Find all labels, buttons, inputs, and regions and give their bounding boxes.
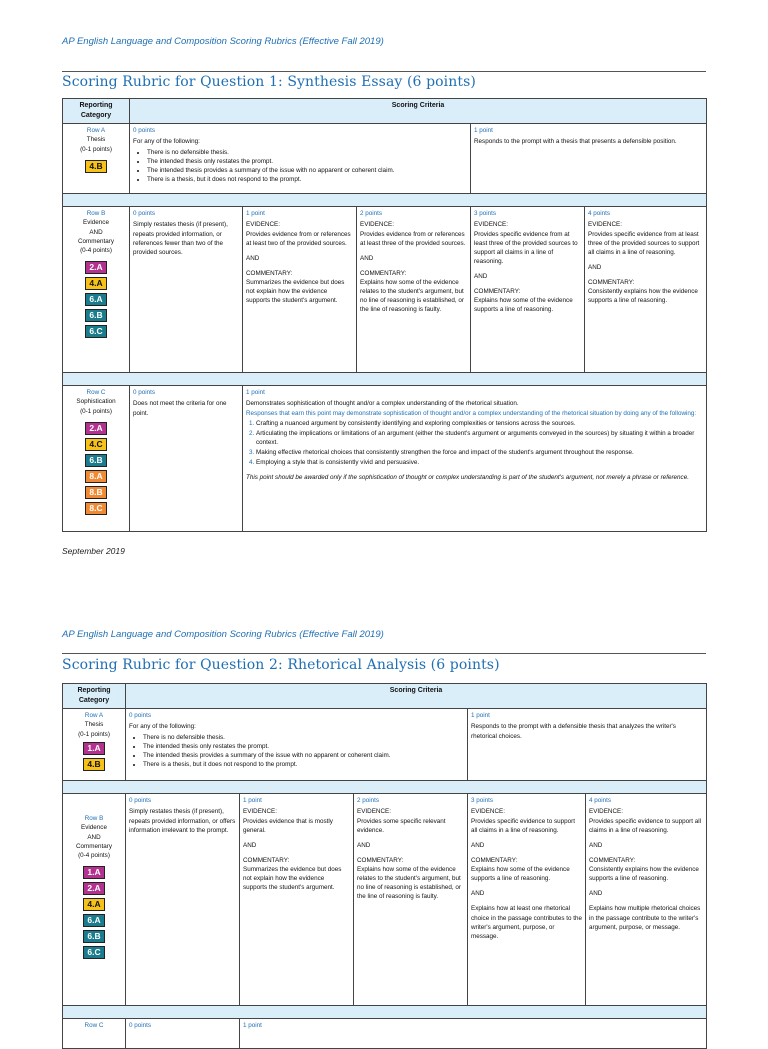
skill-badge: 6.A	[83, 914, 105, 927]
and-label: AND	[357, 841, 371, 849]
points-label: 2 points	[360, 210, 383, 218]
row-a-category	[63, 709, 126, 781]
page1-footer-date: September 2019	[62, 546, 125, 556]
rhetorical-choice-text: Explains how multiple rhetorical choices in the passage contribute to the writer's argument, purpose, or message.	[589, 905, 701, 931]
and-label: AND	[589, 841, 603, 849]
responses-intro: Responses that earn this point may demonstrate sophistication of thought and/or a complex understanding of the rhetorical situation by doing any of the following:	[246, 409, 697, 417]
category-points: (0-1 points)	[80, 407, 112, 415]
category-name: Commentary	[75, 842, 113, 850]
list-item: 2. Articulating the implications or limitations of an argument (either the student's argument or arguments conveyed in the sources) by situating it within a broader context.	[256, 429, 703, 447]
list-item: • There is no defensible thesis.	[143, 733, 464, 742]
commentary-label: COMMENTARY:	[474, 288, 521, 296]
row-separator	[63, 373, 707, 386]
row-separator	[63, 781, 707, 794]
scoring-criteria-header: Scoring Criteria	[130, 99, 707, 124]
points-label: 0 points	[133, 389, 156, 397]
reporting-category-header: Reporting Category	[63, 99, 130, 124]
criteria-list	[133, 148, 467, 185]
evidence-label: EVIDENCE:	[243, 808, 277, 816]
points-label: 0 points	[129, 797, 152, 805]
commentary-text: Explains how some of the evidence supports a line of reasoning.	[471, 866, 570, 883]
skill-badge: 4.A	[85, 277, 107, 290]
and-label: AND	[246, 254, 260, 262]
and-label: AND	[243, 841, 257, 849]
list-item: 4. Employing a style that is consistently vivid and persuasive.	[256, 458, 703, 467]
list-item: • There is a thesis, but it does not respond to the prompt.	[143, 760, 464, 769]
commentary-text: Summarizes the evidence but does not explain how the evidence supports the student's argument.	[243, 866, 342, 892]
points-label: 3 points	[474, 210, 497, 218]
row-separator	[63, 1006, 707, 1019]
row-c-1-point	[243, 386, 707, 532]
list-item: 1. Crafting a nuanced argument by consistently identifying and exploring complexities or tensions across the sources.	[256, 419, 703, 428]
points-label: 3 points	[471, 797, 494, 805]
skill-badge: 6.B	[85, 454, 107, 467]
row-a-category	[63, 124, 130, 194]
list-item: • The intended thesis provides a summary of the issue with no apparent or coherent claim.	[147, 166, 467, 175]
points-label: 4 points	[588, 210, 611, 218]
skill-badge: 4.C	[85, 438, 107, 451]
criteria-text: Responds to the prompt with a defensible thesis that analyzes the writer's rhetorical choices.	[471, 723, 676, 740]
points-label: 1 point	[471, 712, 490, 720]
skill-badge: 4.A	[83, 898, 105, 911]
page1-header: AP English Language and Composition Scoring Rubrics (Effective Fall 2019)	[62, 36, 384, 47]
row-c-category	[63, 1019, 126, 1049]
row-b-2-points	[354, 794, 468, 1006]
award-note: This point should be awarded only if the sophistication of thought or complex understanding is part of the student's argument, not merely a phrase or reference.	[246, 474, 689, 482]
points-label: 1 point	[246, 210, 265, 218]
points-label: 2 points	[357, 797, 380, 805]
list-item: 3. Making effective rhetorical choices that consistently strengthen the force and impact of the student's argument throughout the response.	[256, 448, 703, 457]
skill-badges	[66, 866, 122, 959]
row-b-1-point	[240, 794, 354, 1006]
row-b-3-points	[471, 207, 585, 373]
evidence-text: Provides evidence from or references at least three of the provided sources.	[360, 230, 466, 247]
category-points: (0-4 points)	[78, 851, 110, 859]
and-label: AND	[589, 890, 603, 898]
page2-title: Scoring Rubric for Question 2: Rhetorical Analysis (6 points)	[62, 657, 500, 673]
row-label: Row A	[86, 127, 106, 135]
evidence-label: EVIDENCE:	[357, 808, 391, 816]
row-label: Row C	[84, 1022, 104, 1030]
page2-rubric-table	[62, 683, 707, 1049]
reporting-category-header: Reporting Category	[63, 684, 126, 709]
skill-badge: 8.C	[85, 502, 107, 515]
category-name: Evidence	[83, 219, 109, 227]
commentary-text: Consistently explains how the evidence supports a line of reasoning.	[589, 866, 699, 883]
skill-badge: 6.B	[85, 309, 107, 322]
points-label: 0 points	[133, 210, 156, 218]
skill-badge: 6.C	[83, 946, 105, 959]
points-label: 0 points	[133, 127, 156, 135]
points-label: 1 point	[243, 797, 262, 805]
page1-rule	[62, 71, 706, 72]
skill-badges	[66, 160, 126, 173]
list-item: • The intended thesis only restates the prompt.	[147, 157, 467, 166]
commentary-label: COMMENTARY:	[357, 856, 404, 864]
skill-badge: 4.B	[83, 758, 105, 771]
row-label: Row B	[86, 210, 106, 218]
row-b-0-points	[130, 207, 243, 373]
commentary-text: Explains how some of the evidence relates to the student's argument, but no line of reasoning is established, or the line of reasoning is faulty.	[357, 866, 461, 901]
criteria-intro: For any of the following:	[129, 723, 196, 731]
category-points: (0-1 points)	[78, 730, 110, 738]
page2-rule	[62, 653, 706, 654]
points-label: 4 points	[589, 797, 612, 805]
evidence-label: EVIDENCE:	[589, 808, 623, 816]
and-label: AND	[471, 890, 485, 898]
evidence-text: Provides evidence that is mostly general.	[243, 817, 333, 834]
and-label: AND	[471, 841, 485, 849]
page1-title: Scoring Rubric for Question 1: Synthesis Essay (6 points)	[62, 74, 476, 90]
evidence-text: Provides specific evidence to support all claims in a line of reasoning.	[589, 817, 702, 834]
evidence-text: Provides specific evidence from at least three of the provided sources to support all claims in a line of reasoning.	[588, 230, 700, 256]
commentary-label: COMMENTARY:	[471, 856, 518, 864]
category-name: Thesis	[84, 721, 104, 729]
commentary-label: COMMENTARY:	[246, 269, 293, 277]
criteria-text: Demonstrates sophistication of thought and/or a complex understanding of the rhetorical situation.	[246, 400, 519, 408]
criteria-list	[129, 733, 464, 770]
points-label: 1 point	[243, 1022, 262, 1030]
page1-rubric-table	[62, 98, 707, 532]
points-label: 1 point	[246, 389, 265, 397]
row-a-1-point	[471, 124, 707, 194]
row-b-category	[63, 207, 130, 373]
criteria-text: Responds to the prompt with a thesis that presents a defensible position.	[474, 138, 677, 146]
skill-badge: 2.A	[85, 261, 107, 274]
evidence-label: EVIDENCE:	[471, 808, 505, 816]
row-c-0-points	[130, 386, 243, 532]
scoring-criteria-header: Scoring Criteria	[126, 684, 707, 709]
skill-badge: 1.A	[83, 866, 105, 879]
commentary-text: Consistently explains how the evidence supports a line of reasoning.	[588, 288, 698, 305]
criteria-text: Does not meet the criteria for one point.	[133, 400, 227, 417]
row-label: Row B	[84, 815, 104, 823]
criteria-text: Simply restates thesis (if present), repeats provided information, or references fewer than two of the provided sources.	[133, 221, 228, 256]
category-name: Commentary	[77, 237, 115, 245]
row-b-0-points	[126, 794, 240, 1006]
commentary-label: COMMENTARY:	[588, 279, 635, 287]
list-item: • There is no defensible thesis.	[147, 148, 467, 157]
skill-badge: 2.A	[83, 882, 105, 895]
category-name: Sophistication	[76, 398, 116, 406]
row-a-0-points	[130, 124, 471, 194]
category-name: Evidence	[81, 824, 107, 832]
evidence-text: Provides some specific relevant evidence.	[357, 817, 446, 834]
and-label: AND	[474, 273, 488, 281]
criteria-intro: For any of the following:	[133, 138, 200, 146]
list-item: • There is a thesis, but it does not respond to the prompt.	[147, 175, 467, 184]
list-item: • The intended thesis only restates the prompt.	[143, 742, 464, 751]
skill-badge: 8.A	[85, 470, 107, 483]
criteria-text: Simply restates thesis (if present), repeats provided information, or offers information irrelevant to the prompt.	[129, 808, 236, 834]
commentary-text: Summarizes the evidence but does not explain how the evidence supports the student's argument.	[246, 279, 345, 305]
skill-badge: 1.A	[83, 742, 105, 755]
evidence-text: Provides evidence from or references at least two of the provided sources.	[246, 230, 351, 247]
row-a-0-points	[126, 709, 468, 781]
row-b-4-points	[585, 207, 707, 373]
row-b-3-points	[468, 794, 586, 1006]
skill-badge: 6.C	[85, 325, 107, 338]
evidence-text: Provides specific evidence from at least three of the provided sources to support all claims in a line of reasoning.	[474, 230, 578, 265]
skill-badges	[66, 261, 126, 338]
commentary-label: COMMENTARY:	[360, 269, 407, 277]
commentary-text: Explains how some of the evidence supports a line of reasoning.	[474, 297, 573, 314]
category-and: AND	[89, 228, 103, 236]
category-points: (0-1 points)	[80, 145, 112, 153]
points-label: 1 point	[474, 127, 493, 135]
row-b-2-points	[357, 207, 471, 373]
skill-badges	[66, 742, 122, 771]
page2-header: AP English Language and Composition Scoring Rubrics (Effective Fall 2019)	[62, 629, 384, 640]
points-label: 0 points	[129, 1022, 152, 1030]
commentary-label: COMMENTARY:	[243, 856, 290, 864]
skill-badge: 6.B	[83, 930, 105, 943]
commentary-text: Explains how some of the evidence relates to the student's argument, but no line of reasoning is established, or the line of reasoning is faulty.	[360, 279, 464, 314]
skill-badge: 2.A	[85, 422, 107, 435]
evidence-label: EVIDENCE:	[360, 221, 394, 229]
evidence-label: EVIDENCE:	[588, 221, 622, 229]
skill-badges	[66, 422, 126, 515]
row-separator	[63, 194, 707, 207]
points-label: 0 points	[129, 712, 152, 720]
skill-badge: 4.B	[85, 160, 107, 173]
and-label: AND	[360, 254, 374, 262]
evidence-label: EVIDENCE:	[474, 221, 508, 229]
row-c-1-point	[240, 1019, 707, 1049]
skill-badge: 8.B	[85, 486, 107, 499]
category-and: AND	[87, 833, 101, 841]
list-item: • The intended thesis provides a summary of the issue with no apparent or coherent claim.	[143, 751, 464, 760]
skill-badge: 6.A	[85, 293, 107, 306]
rhetorical-choice-text: Explains how at least one rhetorical choice in the passage contributes to the writer's argument, purpose, or message.	[471, 905, 582, 940]
row-c-category	[63, 386, 130, 532]
sophistication-list	[246, 419, 703, 468]
evidence-text: Provides specific evidence to support all claims in a line of reasoning.	[471, 817, 575, 834]
commentary-label: COMMENTARY:	[589, 856, 636, 864]
category-name: Thesis	[86, 136, 106, 144]
row-a-1-point	[468, 709, 707, 781]
row-c-0-points	[126, 1019, 240, 1049]
category-points: (0-4 points)	[80, 246, 112, 254]
evidence-label: EVIDENCE:	[246, 221, 280, 229]
row-label: Row C	[86, 389, 106, 397]
and-label: AND	[588, 263, 602, 271]
row-b-category	[63, 794, 126, 1006]
row-b-4-points	[586, 794, 707, 1006]
row-label: Row A	[84, 712, 104, 720]
row-b-1-point	[243, 207, 357, 373]
